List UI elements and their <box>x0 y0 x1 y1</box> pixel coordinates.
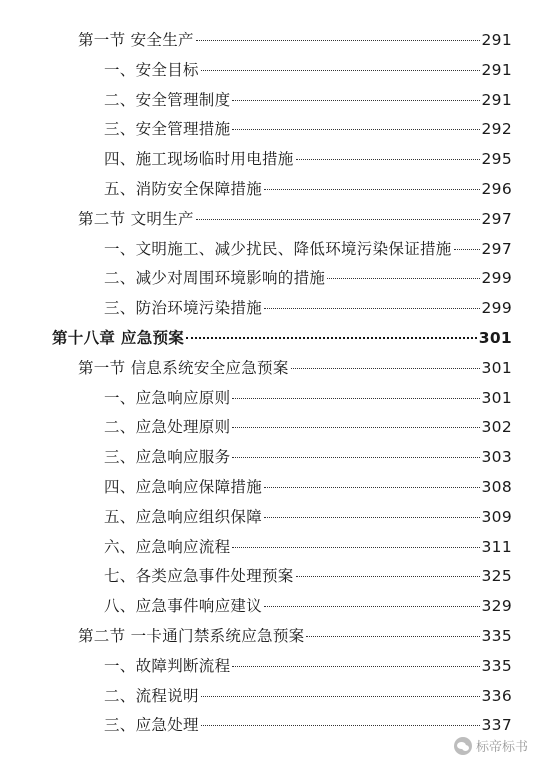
toc-page-number: 291 <box>481 90 512 109</box>
toc-chapter-entry[interactable] <box>52 326 512 350</box>
toc-leader-dots <box>232 129 479 130</box>
toc-page-number: 291 <box>481 31 512 49</box>
toc-leader-dots <box>296 576 480 577</box>
toc-entry-label: 三、安全管理措施 <box>104 120 231 139</box>
toc-item-entry[interactable] <box>104 564 512 588</box>
toc-leader-dots <box>201 725 480 726</box>
toc-entry-label: 三、应急处理 <box>104 716 199 735</box>
toc-leader-dots <box>232 427 479 428</box>
toc-page-number: 309 <box>481 507 512 526</box>
toc-entry-label: 一、故障判断流程 <box>104 656 231 675</box>
watermark <box>454 736 528 755</box>
toc-leader-dots <box>232 100 479 101</box>
toc-page-number: 296 <box>481 180 512 198</box>
toc-entry-label: 四、应急响应保障措施 <box>104 478 263 496</box>
toc-page-number: 297 <box>481 239 512 258</box>
toc-entry-label: 二、安全管理制度 <box>104 90 231 109</box>
toc-entry-label: 第二节 文明生产 <box>78 209 194 228</box>
toc-item-entry[interactable] <box>104 237 512 261</box>
toc-item-entry[interactable] <box>104 505 512 529</box>
toc-page-number: 299 <box>481 269 512 288</box>
toc-page-number: 329 <box>481 597 512 616</box>
toc-item-entry[interactable] <box>104 445 512 469</box>
toc-entry-label: 七、各类应急事件处理预案 <box>104 567 294 586</box>
toc-section-entry[interactable] <box>78 624 512 648</box>
toc-leader-dots <box>232 547 479 548</box>
toc-entry-label: 第十八章 应急预案 <box>52 329 185 347</box>
toc-entry-label: 第二节 一卡通门禁系统应急预案 <box>78 627 305 645</box>
toc-entry-label: 第一节 安全生产 <box>78 31 194 49</box>
toc-page-number: 292 <box>481 120 512 139</box>
toc-page-number: 302 <box>481 418 512 437</box>
toc-page-number: 335 <box>481 627 512 645</box>
toc-page-number: 301 <box>478 329 512 347</box>
toc-entry-label: 四、施工现场临时用电措施 <box>104 150 294 169</box>
toc-leader-dots <box>306 636 479 637</box>
toc-page-number: 335 <box>481 656 512 675</box>
toc-item-entry[interactable] <box>104 296 512 320</box>
toc-item-entry[interactable] <box>104 88 512 112</box>
toc-page-number: 297 <box>481 209 512 228</box>
toc-item-entry[interactable] <box>104 654 512 678</box>
toc-item-entry[interactable] <box>104 58 512 82</box>
toc-leader-dots <box>291 368 480 369</box>
toc-entry-label: 二、流程说明 <box>104 686 199 705</box>
toc-page-number: 295 <box>481 150 512 169</box>
toc-section-entry[interactable] <box>78 28 512 52</box>
toc-page-number: 291 <box>481 60 512 79</box>
toc-item-entry[interactable] <box>104 535 512 559</box>
toc-leader-dots <box>264 189 479 190</box>
toc-item-entry[interactable] <box>104 147 512 171</box>
toc-leader-dots <box>232 457 479 458</box>
toc-page-number: 311 <box>481 537 512 556</box>
toc-page-number: 301 <box>481 358 512 377</box>
toc-page-number: 337 <box>481 716 512 735</box>
toc-entry-label: 五、消防安全保障措施 <box>104 180 263 198</box>
toc-leader-dots <box>201 70 480 71</box>
toc-item-entry[interactable] <box>104 475 512 499</box>
toc-entry-label: 三、应急响应服务 <box>104 448 231 467</box>
toc-page-number: 301 <box>481 388 512 407</box>
toc-leader-dots <box>232 666 479 667</box>
toc-page-number: 308 <box>481 478 512 496</box>
toc-leader-dots <box>232 398 479 399</box>
toc-page-number: 299 <box>481 299 512 318</box>
toc-section-entry[interactable] <box>78 356 512 380</box>
toc-leader-dots <box>327 278 479 279</box>
toc-item-entry[interactable] <box>104 177 512 201</box>
toc-entry-label: 二、减少对周围环境影响的措施 <box>104 269 326 288</box>
watermark-text: 标帝标书 <box>476 740 529 755</box>
toc-page-number: 336 <box>481 686 512 705</box>
toc-item-entry[interactable] <box>104 266 512 290</box>
toc-entry-label: 一、应急响应原则 <box>104 388 231 407</box>
toc-page-number: 303 <box>481 448 512 467</box>
toc-entry-label: 三、防治环境污染措施 <box>104 299 263 318</box>
toc-entry-label: 一、文明施工、减少扰民、降低环境污染保证措施 <box>104 239 452 258</box>
toc-leader-dots <box>264 517 479 518</box>
toc-leader-dots <box>296 159 480 160</box>
toc-leader-dots <box>196 40 480 41</box>
toc-entry-label: 六、应急响应流程 <box>104 537 231 556</box>
toc-leader-dots <box>201 696 480 697</box>
wechat-icon <box>454 737 472 755</box>
toc-item-entry[interactable] <box>104 684 512 708</box>
toc-section-entry[interactable] <box>78 207 512 231</box>
toc-entry-label: 五、应急响应组织保障 <box>104 507 263 526</box>
toc-entry-label: 二、应急处理原则 <box>104 418 231 437</box>
toc-item-entry[interactable] <box>104 415 512 439</box>
toc-entry-label: 一、安全目标 <box>104 60 199 79</box>
toc-page-number: 325 <box>481 567 512 586</box>
toc-item-entry[interactable] <box>104 117 512 141</box>
toc-entry-label: 八、应急事件响应建议 <box>104 597 263 616</box>
toc-leader-dots <box>264 606 479 607</box>
toc-leader-dots <box>454 249 480 250</box>
toc-leader-dots <box>196 219 480 220</box>
toc-leader-dots <box>186 337 477 339</box>
toc-entry-label: 第一节 信息系统安全应急预案 <box>78 358 289 377</box>
toc-item-entry[interactable] <box>104 594 512 618</box>
toc-leader-dots <box>264 487 479 488</box>
toc-leader-dots <box>264 308 479 309</box>
toc-item-entry[interactable] <box>104 713 512 737</box>
toc-item-entry[interactable] <box>104 386 512 410</box>
